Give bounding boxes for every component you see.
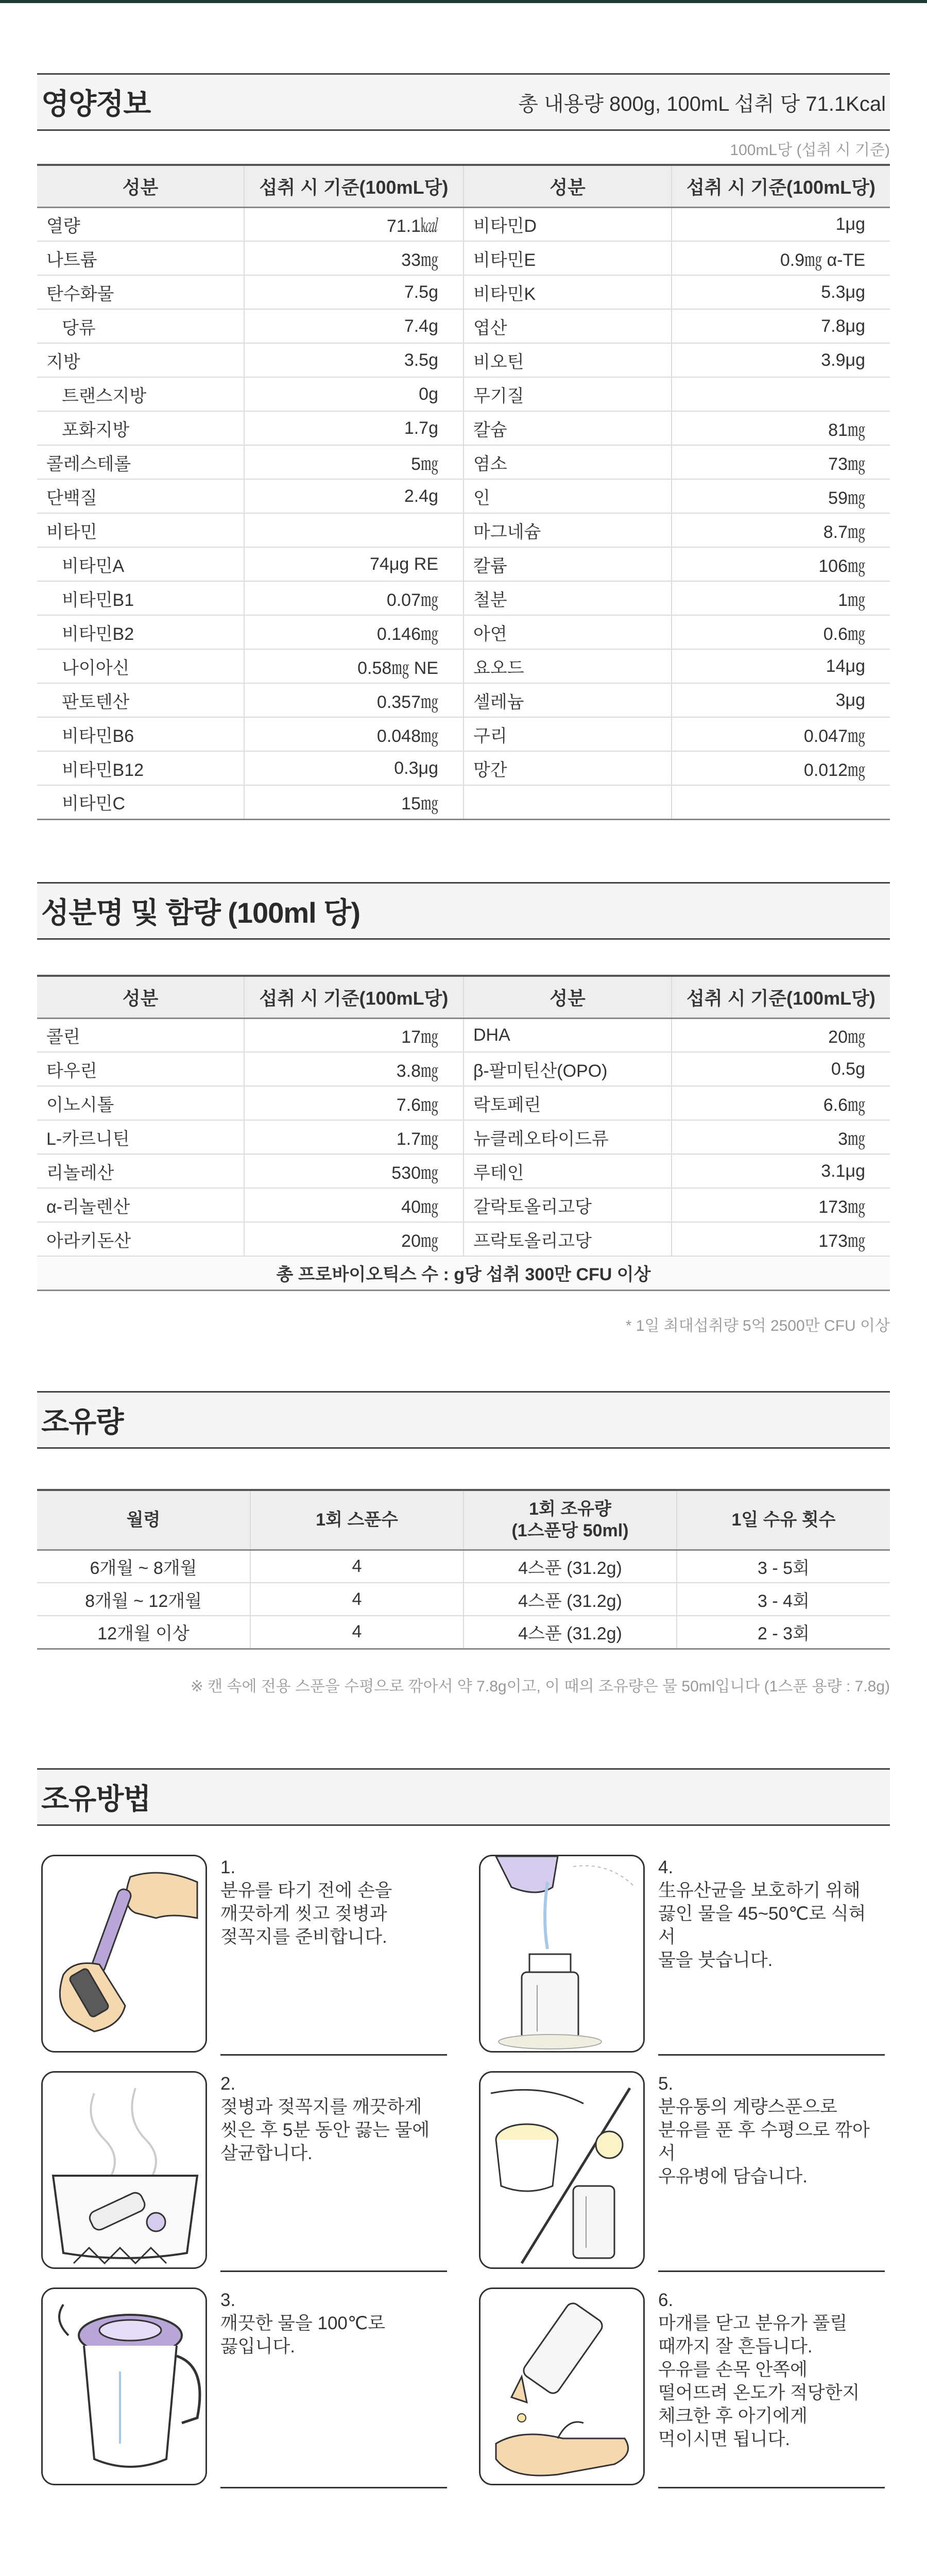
nutrient-name: 비타민A: [37, 547, 244, 581]
nutrient-value: 15㎎: [244, 785, 464, 819]
nutrient-name: 당류: [37, 309, 244, 343]
table-row: [37, 785, 890, 819]
nutrient-name: 비오틴: [464, 343, 672, 377]
method-step-text: [220, 2289, 442, 2358]
nutrient-value: 0.9㎎ α-TE: [672, 241, 890, 275]
nutrient-name: 비타민B12: [37, 751, 244, 785]
nutrient-name: 판토텐산: [37, 683, 244, 717]
ingredients-footnote: * 1일 최대섭취량 5억 2500만 CFU 이상: [625, 1317, 890, 1334]
table-row: [37, 241, 890, 275]
nutrient-value: 0.012㎎: [672, 751, 890, 785]
nutrient-name: 지방: [37, 343, 244, 377]
nutrient-value: 0.146㎎: [244, 615, 464, 649]
table-row: [37, 513, 890, 547]
table-row: [37, 445, 890, 479]
step-number: 2.: [220, 2074, 236, 2094]
method-title: 조유방법: [41, 1783, 151, 1815]
nutrient-value: 5.3μg: [672, 275, 890, 309]
column-header: 1회 스푼수: [250, 1490, 464, 1550]
boiling-kettle-illustration: [41, 2287, 207, 2485]
ingredient-value: 173㎎: [672, 1188, 890, 1222]
feeding-cell: 4: [250, 1616, 464, 1649]
nutrient-value: 0.6㎎: [672, 615, 890, 649]
feeding-table-header: [37, 1490, 890, 1550]
nutrient-value: 0g: [244, 377, 464, 411]
nutrient-value: 7.4g: [244, 309, 464, 343]
nutrient-name: 철분: [464, 581, 672, 615]
nutrient-name: 비타민D: [464, 207, 672, 241]
ingredient-value: 3.1μg: [672, 1154, 890, 1188]
method-section-header: [37, 1768, 890, 1826]
nutrient-name: 나트륨: [37, 241, 244, 275]
ingredient-name: 콜린: [37, 1018, 244, 1052]
nutrient-value: 3.5g: [244, 343, 464, 377]
column-header: 월령: [37, 1490, 250, 1550]
ingredient-value: 1.7㎎: [244, 1120, 464, 1154]
hand-washing-bottle-illustration: [41, 1855, 207, 2053]
ingredients-section-header: [37, 882, 890, 940]
nutrient-name: 요오드: [464, 649, 672, 683]
nutrition-table: [37, 164, 890, 820]
ingredient-value: 3㎎: [672, 1120, 890, 1154]
nutrient-name: 단백질: [37, 479, 244, 513]
table-row: [37, 309, 890, 343]
nutrient-name: 비타민B6: [37, 717, 244, 751]
table-row: [37, 1550, 890, 1583]
step-divider: [220, 2270, 447, 2272]
nutrient-value: 7.5g: [244, 275, 464, 309]
column-header: 섭취 시 기준(100mL당): [244, 976, 464, 1018]
nutrient-name: 아연: [464, 615, 672, 649]
nutrient-value: 73㎎: [672, 445, 890, 479]
ingredients-table-header: [37, 976, 890, 1018]
feeding-cell: 6개월 ~ 8개월: [37, 1550, 250, 1583]
table-row: [37, 1086, 890, 1120]
nutrient-value: 0.357㎎: [244, 683, 464, 717]
step-divider: [658, 2270, 885, 2272]
ingredient-name: DHA: [464, 1018, 672, 1052]
feeding-cell: 4스푼 (31.2g): [464, 1616, 677, 1649]
method-step-text: [658, 2289, 880, 2451]
nutrition-basis-note: 100mL당 (섭취 시 기준): [730, 142, 890, 159]
ingredient-name: L-카르니틴: [37, 1120, 244, 1154]
nutrient-name: 마그네슘: [464, 513, 672, 547]
step-description: 生유산균을 보호하기 위해 끓인 물을 45~50℃로 식혀서 물을 붓습니다.: [658, 1880, 866, 1970]
nutrient-value: 1μg: [672, 207, 890, 241]
ingredient-name: 이노시톨: [37, 1086, 244, 1120]
nutrient-name: 콜레스테롤: [37, 445, 244, 479]
step-divider: [658, 2487, 885, 2488]
ingredient-value: 20㎎: [244, 1222, 464, 1256]
method-step-1: [37, 1855, 444, 2056]
nutrient-value: 0.047㎎: [672, 717, 890, 751]
ingredient-name: 뉴클레오타이드류: [464, 1120, 672, 1154]
nutrient-name: 포화지방: [37, 411, 244, 445]
method-step-2: [37, 2071, 444, 2272]
nutrient-name: 비타민C: [37, 785, 244, 819]
nutrient-value: 1.7g: [244, 411, 464, 445]
nutrient-name: 셀레늄: [464, 683, 672, 717]
nutrient-value: 74μg RE: [244, 547, 464, 581]
feeding-note: ※ 캔 속에 전용 스푼을 수평으로 깎아서 약 7.8g이고, 이 때의 조유량은 물 50ml입니다 (1스푼 용량 : 7.8g): [190, 1678, 890, 1695]
nutrient-name: 비타민E: [464, 241, 672, 275]
feeding-cell: 4: [250, 1583, 464, 1616]
nutrient-value: 59㎎: [672, 479, 890, 513]
measuring-formula-illustration: [479, 2071, 645, 2269]
ingredient-name: α-리놀렌산: [37, 1188, 244, 1222]
ingredients-table: [37, 975, 890, 1291]
ingredient-value: 17㎎: [244, 1018, 464, 1052]
column-header: 성분: [464, 976, 672, 1018]
probiotics-count: 총 프로바이오틱스 수 : g당 섭취 300만 CFU 이상: [37, 1256, 890, 1290]
feeding-section-header: [37, 1391, 890, 1449]
table-row: [37, 411, 890, 445]
nutrient-name: 비타민: [37, 513, 244, 547]
table-row: [37, 377, 890, 411]
nutrition-table-header: [37, 165, 890, 207]
method-step-text: [220, 2072, 442, 2165]
step-number: 6.: [658, 2290, 674, 2310]
nutrient-value: 8.7㎎: [672, 513, 890, 547]
step-description: 젖병과 젖꼭지를 깨끗하게 씻은 후 5분 동안 끓는 물에 살균합니다.: [220, 2097, 430, 2163]
ingredient-name: 락토페린: [464, 1086, 672, 1120]
ingredient-name: 프락토올리고당: [464, 1222, 672, 1256]
nutrient-value: 3.9μg: [672, 343, 890, 377]
nutrient-value: 2.4g: [244, 479, 464, 513]
nutrient-name: 구리: [464, 717, 672, 751]
column-header: 섭취 시 기준(100mL당): [672, 976, 890, 1018]
nutrient-name: 탄수화물: [37, 275, 244, 309]
column-header: 성분: [464, 165, 672, 207]
nutrient-name: 비타민B1: [37, 581, 244, 615]
nutrient-value: [672, 377, 890, 411]
feeding-cell: 2 - 3회: [677, 1616, 890, 1649]
sterilizing-pot-illustration: [41, 2071, 207, 2269]
top-accent-bar: [0, 0, 927, 3]
pouring-water-illustration: [479, 1855, 645, 2053]
nutrient-value: 81㎎: [672, 411, 890, 445]
step-description: 마개를 닫고 분유가 풀릴 때까지 잘 흔듭니다. 우유를 손목 안쪽에 떨어뜨려 온도가 적당한지 체크한 후 아기에게 먹이시면 됩니다.: [658, 2313, 860, 2449]
column-header: 섭취 시 기준(100mL당): [244, 165, 464, 207]
step-divider: [220, 2487, 447, 2488]
nutrition-summary: 총 내용량 800g, 100mL 섭취 당 71.1Kcal: [518, 92, 886, 115]
feeding-cell: 4스푼 (31.2g): [464, 1583, 677, 1616]
method-step-text: [658, 2072, 880, 2188]
column-header: 섭취 시 기준(100mL당): [672, 165, 890, 207]
table-row: [37, 547, 890, 581]
nutrient-value: 0.3μg: [244, 751, 464, 785]
nutrient-value: 0.048㎎: [244, 717, 464, 751]
ingredient-name: 리놀레산: [37, 1154, 244, 1188]
nutrient-name: 비타민B2: [37, 615, 244, 649]
nutrient-value: [672, 785, 890, 819]
method-step-text: [220, 1856, 442, 1948]
nutrient-value: 0.07㎎: [244, 581, 464, 615]
nutrient-value: 71.1㎉: [244, 207, 464, 241]
nutrient-value: 5㎎: [244, 445, 464, 479]
step-divider: [658, 2054, 885, 2056]
feeding-cell: 3 - 4회: [677, 1583, 890, 1616]
feeding-cell: 8개월 ~ 12개월: [37, 1583, 250, 1616]
column-header: 1회 조유량 (1스푼당 50ml): [464, 1490, 677, 1550]
method-step-3: [37, 2287, 444, 2488]
ingredient-value: 6.6㎎: [672, 1086, 890, 1120]
nutrient-value: [244, 513, 464, 547]
method-step-text: [658, 1856, 880, 1972]
table-row: [37, 683, 890, 717]
ingredient-name: 갈락토올리고당: [464, 1188, 672, 1222]
nutrient-name: 나이아신: [37, 649, 244, 683]
nutrient-name: [464, 785, 672, 819]
table-row: [37, 275, 890, 309]
table-row: [37, 1188, 890, 1222]
table-row: [37, 207, 890, 241]
ingredient-name: β-팔미틴산(OPO): [464, 1052, 672, 1086]
column-header: 성분: [37, 976, 244, 1018]
nutrient-name: 무기질: [464, 377, 672, 411]
step-number: 4.: [658, 1857, 674, 1877]
nutrition-title: 영양정보: [41, 88, 151, 120]
table-row: [37, 479, 890, 513]
nutrient-name: 트랜스지방: [37, 377, 244, 411]
nutrient-name: 엽산: [464, 309, 672, 343]
nutrient-name: 인: [464, 479, 672, 513]
step-number: 5.: [658, 2074, 674, 2094]
ingredient-value: 0.5g: [672, 1052, 890, 1086]
nutrition-section-header: [37, 73, 890, 131]
feeding-cell: 12개월 이상: [37, 1616, 250, 1649]
ingredients-title: 성분명 및 함량 (100ml 당): [41, 896, 360, 929]
ingredient-name: 루테인: [464, 1154, 672, 1188]
nutrient-value: 3μg: [672, 683, 890, 717]
table-row: [37, 581, 890, 615]
step-number: 1.: [220, 1857, 236, 1877]
step-divider: [220, 2054, 447, 2056]
nutrient-value: 106㎎: [672, 547, 890, 581]
column-header: 성분: [37, 165, 244, 207]
nutrient-value: 14μg: [672, 649, 890, 683]
table-row: [37, 751, 890, 785]
column-header: 1일 수유 횟수: [677, 1490, 890, 1550]
nutrient-name: 망간: [464, 751, 672, 785]
nutrient-value: 7.8μg: [672, 309, 890, 343]
step-number: 3.: [220, 2290, 236, 2310]
step-description: 분유를 타기 전에 손을 깨끗하게 씻고 젖병과 젖꼭지를 준비합니다.: [220, 1880, 392, 1947]
ingredient-value: 530㎎: [244, 1154, 464, 1188]
feeding-cell: 4스푼 (31.2g): [464, 1550, 677, 1583]
table-row: [37, 1616, 890, 1649]
feeding-table: [37, 1489, 890, 1650]
nutrient-name: 칼슘: [464, 411, 672, 445]
ingredient-name: 타우린: [37, 1052, 244, 1086]
table-row: [37, 1120, 890, 1154]
ingredient-name: 아라키돈산: [37, 1222, 244, 1256]
table-row: [37, 615, 890, 649]
method-step-4: [475, 1855, 882, 2056]
nutrient-name: 칼륨: [464, 547, 672, 581]
ingredient-value: 7.6㎎: [244, 1086, 464, 1120]
ingredient-value: 173㎎: [672, 1222, 890, 1256]
table-row: [37, 343, 890, 377]
table-row: [37, 1018, 890, 1052]
nutrient-name: 염소: [464, 445, 672, 479]
probiotics-row: [37, 1256, 890, 1290]
ingredient-value: 40㎎: [244, 1188, 464, 1222]
ingredient-value: 3.8㎎: [244, 1052, 464, 1086]
table-row: [37, 1222, 890, 1256]
table-row: [37, 717, 890, 751]
feeding-title: 조유량: [41, 1405, 124, 1438]
method-step-6: [475, 2287, 882, 2488]
table-row: [37, 1583, 890, 1616]
nutrient-name: 열량: [37, 207, 244, 241]
table-row: [37, 1154, 890, 1188]
nutrient-name: 비타민K: [464, 275, 672, 309]
nutrient-value: 33㎎: [244, 241, 464, 275]
method-step-5: [475, 2071, 882, 2272]
table-row: [37, 1052, 890, 1086]
testing-milk-temperature-illustration: [479, 2287, 645, 2485]
nutrient-value: 0.58㎎ NE: [244, 649, 464, 683]
step-description: 깨끗한 물을 100℃로 끓입니다.: [220, 2313, 386, 2357]
ingredient-value: 20㎎: [672, 1018, 890, 1052]
feeding-cell: 3 - 5회: [677, 1550, 890, 1583]
nutrient-value: 1㎎: [672, 581, 890, 615]
step-description: 분유통의 계량스푼으로 분유를 푼 후 수평으로 깎아서 우유병에 담습니다.: [658, 2097, 870, 2187]
table-row: [37, 649, 890, 683]
feeding-cell: 4: [250, 1550, 464, 1583]
